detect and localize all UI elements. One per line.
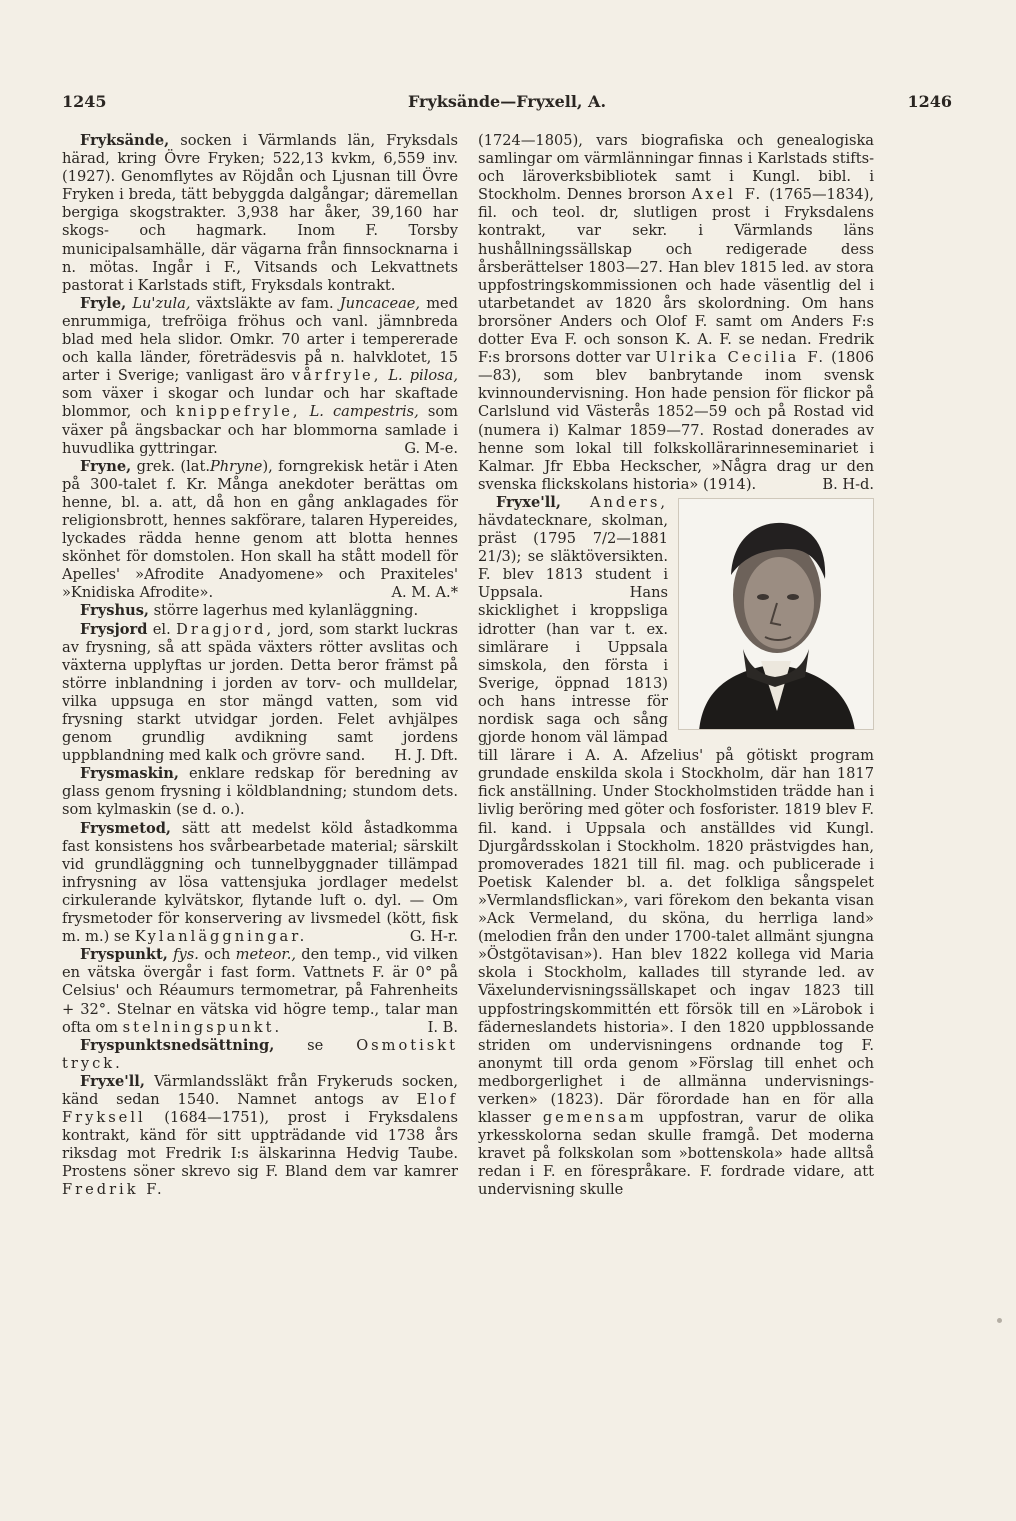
right-column (478, 132, 874, 1200)
portrait-image (678, 498, 874, 730)
entry-headword: Fryspunkt, (80, 946, 168, 964)
entry-fryxell-family: Fryxe'll, Värmlandssläkt från Frykeruds socken, känd sedan 1540. Namnet antogs av Elof Fryksell (1684—1751), prost i Fryksdalens kontrakt, känd för sitt uppträdande vid 1738 års riksdag mot Fredrik I:s älskarinna Hedvig Taube. Prostens söner skrevo sig F. Bland dem var kamrer Fredrik F. (62, 1072, 459, 1199)
entry-fryshus: Fryshus, större lagerhus med kylanläggning. (80, 602, 419, 620)
entry-fryne: Fryne, grek. (lat.Phryne), forngrekisk hetär i Aten på 300-talet f. Kr. Många anekdoter berättas om henne, bl. a. att, då hon en gång anklagades för religionsbrott, hennes sakförare, talaren Hypereides, lyckades rädda henne genom att blotta hennes skönhet för domstolen. Hon skall ha stått modell för Apelles' »Afrodite Anadyomene» och Praxiteles' »Knidiska Afrodite». A. M. A.* (62, 457, 458, 602)
page-header (62, 92, 952, 118)
author-signature: A. M. A.* (391, 584, 458, 602)
entry-headword: Fryle, (80, 294, 127, 312)
entry-fryxell-family-cont: (1724—1805), vars biografiska och genealogiska samlingar om värmlänningar finnas i Karlstads stifts- och läroverksbibliotek samt i Kungl. bibl. i Stockholm. Dennes brorson Axel F. (1765—1834), fil. och teol. dr, slutligen prost i Fryksdalens kontrakt, var sekr. i Värmlands läns hushållningssällskap och redigerade dess årsberättelser 1803—27. Han blev 1815 led. av stora uppfostringskommissionen och hade väsentlig del i utarbetandet av 1820 års skolordning. Om hans brorsöner Anders och Olof F. samt om Anders F:s dotter Eva F. och sonson K. A. F. se nedan. Fredrik F:s brorsons dotter var Ulrika Cecilia F. (1806—83), som blev banbrytande inom svensk kvinnoundervisning. Hon hade pension för flickor på Carlslund vid Västerås 1852—59 och på Rostad vid (numera i) Kalmar 1859—77. Rostad donerades av henne som lokal till folkskollärarinneseminariet i Kalmar. Jfr Ebba Heckscher, »Några drag ur den svenska flickskolans historia» (1914). B. H-d. (478, 132, 875, 493)
entry-fryle: Fryle, Lu'zula, växtsläkte av fam. Juncaceae, med enrummiga, trefröiga fröhus och vanl. jämnbreda blad med hela slidor. Omkr. 70 arter i tempererade och kalla länder, företrädesvis på n. halvklotet, 15 arter i Sverige; vanligast äro vårfryle, L. pilosa, som växer i skogar och lundar och har skaftade blommor, och knippefryle, L. campestris, som växer på ängsbackar och har blommorna samlade i huvudlika gyttringar. G. M-e. (62, 294, 459, 457)
page-number-left: 1245 (62, 92, 107, 111)
print-speck (997, 1318, 1002, 1323)
author-signature: B. H-d. (822, 475, 874, 493)
entry-headword: Frysjord (80, 620, 148, 638)
author-signature: G. H-r. (409, 928, 458, 946)
entry-headword: Frysmetod, (80, 819, 171, 837)
entry-frysmaskin: Frysmaskin, enklare redskap för beredning av glass genom frysning i köldblandning; stundom dets. som kylmaskin (se d. o.). (62, 765, 458, 819)
entry-headword: Fryxe'll, (80, 1072, 145, 1090)
entry-headword: Fryshus, (80, 602, 150, 620)
author-signature: H. J. Dft. (394, 747, 458, 765)
portrait-icon (679, 499, 873, 729)
entry-headword: Fryspunktsnedsättning, (80, 1036, 275, 1054)
entry-fryspunkt: Fryspunkt, fys. och meteor., den temp., vid vilken en vätska övergår i fast form. Vattnets F. är 0° på Celsius' och Réaumurs termometrar, på Fahrenheits + 32°. Stelnar en vätska vid högre temp., talar man ofta om stelningspunkt. I. B. (62, 946, 458, 1036)
author-signature: I. B. (427, 1018, 458, 1036)
entry-frysjord: Frysjord el. Dragjord, jord, som starkt luckras av frysning, så att späda växters rötter avslitas och växterna upplyftas ur jorden. Detta beror främst på större inblandning i jorden av torv- och mulldelar, vilka uppsuga en stor mängd vatten, som vid frysning starkt utvidgar jorden. Felet avhjälpes genom grundlig avdikning samt jordens uppblandning med kalk och grövre sand. H. J. Dft. (62, 620, 459, 765)
entry-headword: Frysmaskin, (80, 765, 179, 783)
entry-headword: Fryne, (80, 457, 132, 475)
entry-fryksande: Fryksände, socken i Värmlands län, Fryksdals härad, kring Övre Fryken; 522,13 kvkm, 6,559 inv. (1927). Genomflytes av Röjdån och Ljusnan till Övre Fryken i breda, tätt bebyggda dalgångar; däremellan bergiga skogstrakter. 3,938 har åker, 39,160 har skogs- och hagmark. Inom F. Torsby municipalsamhälle, där vägarna från finnsocknarna i n. mötas. Ingår i F., Vitsands och Lekvattnets pastorat i Karlstads stift, Fryksdals kontrakt. (62, 132, 458, 294)
entry-headword: Fryksände, (80, 132, 170, 149)
entry-frysmetod: Frysmetod, sätt att medelst köld åstadkomma fast konsistens hos svårbearbetade material; särskilt vid grundläggning och tunnelbyggnader tillämpad infrysning av lösa vattensjuka jordlager medelst cirkulerande kylvätskor, flytande luft o. dyl. — Om frysmetoder för konservering av livsmedel (kött, fisk m. m.) se Kylanläggningar. G. H-r. (62, 819, 458, 946)
author-signature: G. M-e. (404, 439, 458, 457)
entry-fryxell-anders: Fryxe'll, Anders, hävdatecknare, skolman, präst (1795 7/2—1881 21/3); se släktöversikten. F. blev 1813 student i Uppsala. Hans skicklighet i kroppsliga idrotter (han var t. ex. simlärare i Uppsala simskola, den första i Sverige, öppnad 1813) och hans intresse för nordisk saga och sång gjorde honom väl lämpad till lärare i A. A. Afzelius' på götiskt program grundade enskilda skola i Stockholm, där han 1817 fick anställning. Under Stockholmstiden trädde han i livlig beröring med göter och fosforister. 1819 blev F. fil. kand. i Uppsala och anställdes vid Kungl. Djurgårdsskolan i Stockholm. 1820 prästvigdes han, promoverades 1821 till fil. mag. och publicerade i Poetisk Kalender bl. a. det folkliga sångspelet »Vermlandsflickan», vari förekom den bekanta visan »Ack Vermeland, du sköna, du herrliga land» (melodien från den under 1700-talet allmänt sjungna »Östgötavisan»). Han blev 1822 kollega vid Maria skola i Stockholm, kallades till styrande led. av Växelundervisningssällskapet och ingav 1823 till uppfostringskommittén ett försök till en »Lärobok i fäderneslandets historia». I den 1820 uppblossande striden om undervisningens ordnande tog F. anonymt till orda genom »Förslag till enhet och medborgerlighet i de allmänna undervisnings-verken» (1823). Där förordade han en för alla klasser gemensam uppfostran, varur de olika yrkesskolorna sedan skulle framgå. Det moderna kravet på folkskolan som »bottenskola» hade alltså redan i F. en förespråkare. F. fordrade vidare, att undervisning skulle (478, 493, 875, 1199)
entry-headword: Fryxe'll, (496, 493, 561, 511)
running-title: Fryksände—Fryxell, A. (407, 92, 607, 111)
page-number-right: 1246 (907, 92, 952, 111)
entry-fryspunktsnedsattning: Fryspunktsnedsättning, se Osmotiskt tryck. (62, 1036, 458, 1072)
left-column (62, 132, 458, 1200)
